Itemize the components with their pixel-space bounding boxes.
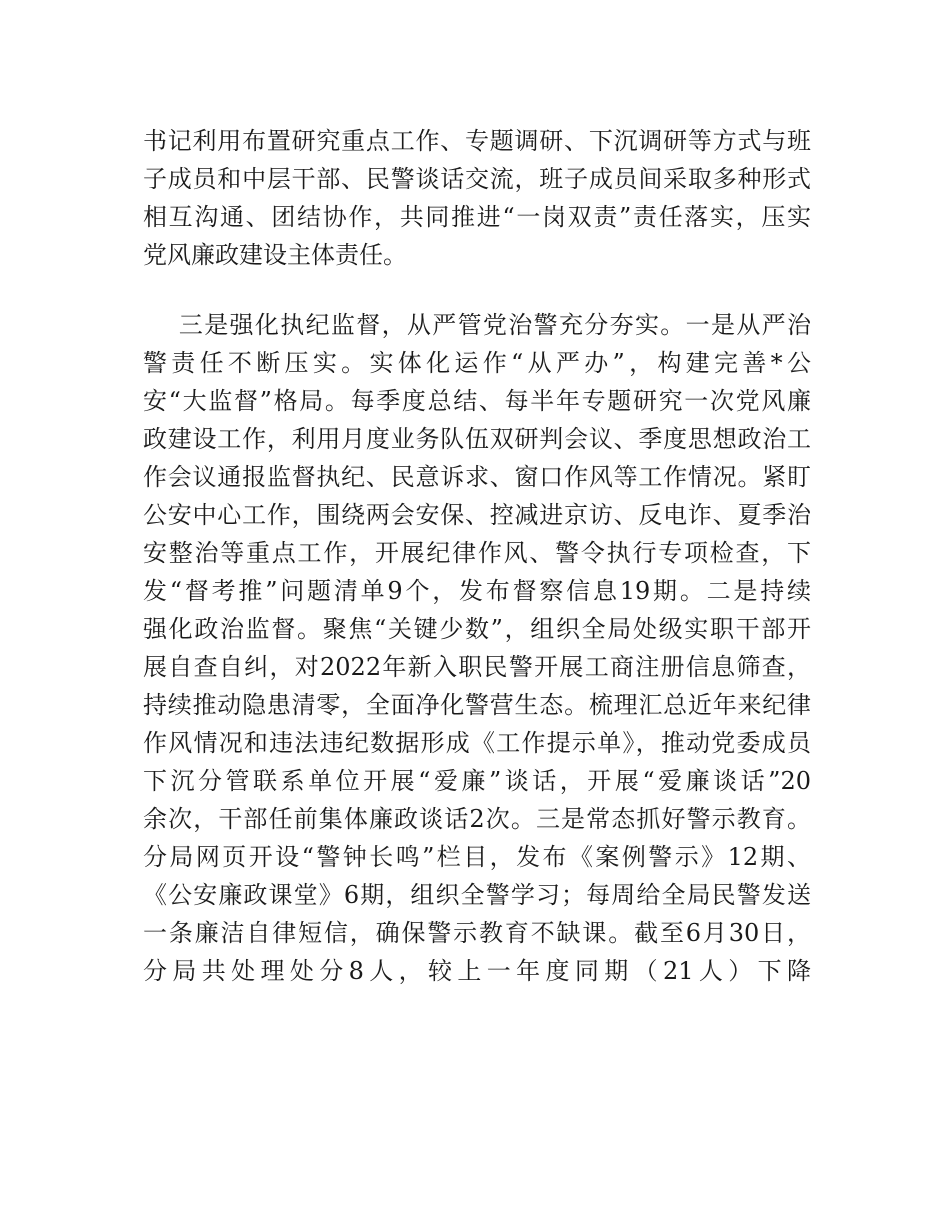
- text-line: 作会议通报监督执纪、民意诉求、窗口作风等工作情况。紧盯: [143, 463, 811, 491]
- text-line: 政建设工作，利用月度业务队伍双研判会议、季度思想政治工: [143, 425, 811, 453]
- text-line: 书记利用布置研究重点工作、专题调研、下沉调研等方式与班: [143, 127, 811, 155]
- text-line: 相互沟通、团结协作，共同推进“一岗双责”责任落实，压实: [143, 203, 811, 231]
- text-line: 一条廉洁自律短信，确保警示教育不缺课。截至6月30日，: [143, 919, 811, 947]
- text-line: 强化政治监督。聚焦“关键少数”，组织全局处级实职干部开: [143, 615, 811, 643]
- text-line: 下沉分管联系单位开展“爱廉”谈话，开展“爱廉谈话”20: [143, 767, 811, 795]
- paragraph-2: [143, 306, 811, 990]
- text-line: 持续推动隐患清零，全面净化警营生态。梳理汇总近年来纪律: [143, 691, 811, 719]
- text-line: 发“督考推”问题清单9个，发布督察信息19期。二是持续: [143, 577, 811, 605]
- text-line: 子成员和中层干部、民警谈话交流，班子成员间采取多种形式: [143, 165, 811, 193]
- text-line: 警责任不断压实。实体化运作“从严办”，构建完善*公: [143, 349, 811, 377]
- text-line: 展自查自纠，对2022年新入职民警开展工商注册信息筛查，: [143, 653, 811, 681]
- paragraph-1: [143, 122, 811, 274]
- text-line: 分局共处理处分8人，较上一年度同期（21人）下降: [143, 957, 811, 985]
- text-line: 安整治等重点工作，开展纪律作风、警令执行专项检查，下: [143, 539, 811, 567]
- text-line: 余次，干部任前集体廉政谈话2次。三是常态抓好警示教育。: [143, 805, 811, 833]
- text-line: 作风情况和违法违纪数据形成《工作提示单》，推动党委成员: [143, 729, 811, 757]
- text-line: 三是强化执纪监督，从严管党治警充分夯实。一是从严治: [143, 311, 811, 339]
- text-line: 分局网页开设“警钟长鸣”栏目，发布《案例警示》12期、: [143, 843, 811, 871]
- text-line: 安“大监督”格局。每季度总结、每半年专题研究一次党风廉: [143, 387, 811, 415]
- text-line: 党风廉政建设主体责任。: [143, 241, 407, 269]
- text-line: 《公安廉政课堂》6期，组织全警学习；每周给全局民警发送: [143, 881, 811, 909]
- text-line: 公安中心工作，围绕两会安保、控减进京访、反电诈、夏季治: [143, 501, 811, 529]
